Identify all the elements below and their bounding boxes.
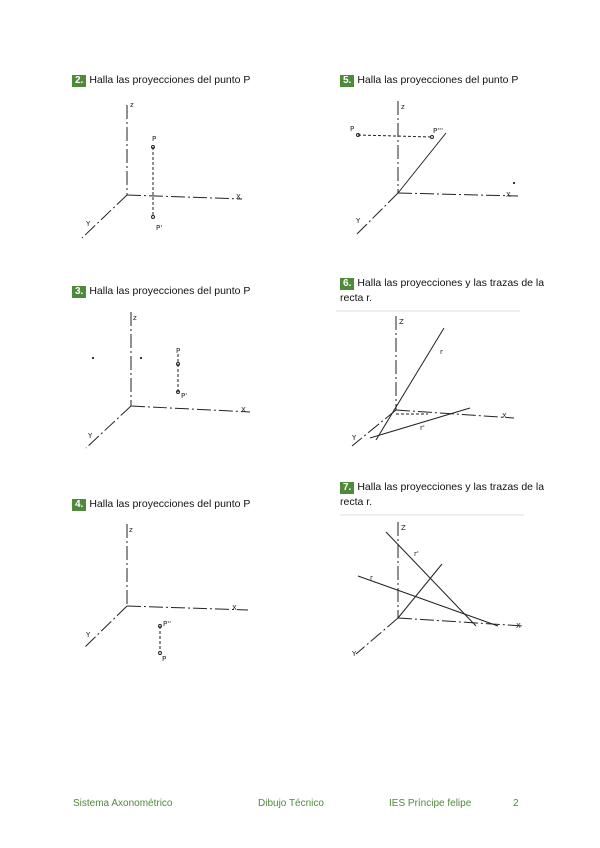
x-axis-label: X [502, 412, 507, 420]
point-p-projection [152, 216, 155, 219]
stray-dot [92, 357, 93, 358]
y-axis-label: Y [86, 631, 91, 639]
x-axis-label: X [232, 604, 237, 612]
exercise-2-heading [72, 73, 302, 88]
page-footer [0, 798, 600, 812]
y-axis-label: Y [352, 650, 357, 658]
y-axis-label: Y [86, 220, 91, 228]
exercise-title: Halla las proyecciones y las trazas de la recta r. [340, 481, 545, 508]
x-axis-label: X [516, 622, 521, 630]
line-r-projection-label: r' [420, 424, 425, 432]
x-axis [127, 195, 242, 199]
figure-exercise-6 [336, 310, 526, 460]
exercise-4-heading [72, 497, 302, 512]
exercise-title: Halla las proyecciones y las trazas de la recta r. [340, 277, 545, 304]
line-r-projection [370, 408, 470, 438]
y-axis [86, 406, 131, 448]
z-axis-label: z [130, 101, 134, 109]
point-p-projection-label: P' [181, 392, 188, 400]
figure-exercise-7 [340, 514, 530, 664]
point-p-projection [431, 136, 434, 139]
exercise-number-badge: 7. [340, 482, 354, 494]
y-axis [82, 195, 127, 238]
y-axis [356, 193, 398, 235]
x-axis-label: X [241, 406, 246, 414]
exercise-6-heading [340, 276, 552, 306]
exercise-title: Halla las proyecciones del punto P [89, 498, 251, 510]
exercise-number-badge: 4. [72, 499, 86, 511]
y-axis [352, 410, 396, 446]
z-axis-label: z [133, 314, 137, 322]
footer-course: Dibujo Técnico [258, 798, 324, 809]
point-p-projection-label: P' [156, 224, 163, 232]
y-axis-label: Y [356, 217, 361, 225]
exercise-number-badge: 3. [72, 286, 86, 298]
line-r [376, 328, 444, 440]
y-axis-label: Y [88, 432, 93, 440]
x-axis [398, 618, 524, 626]
y-axis-label: Y [352, 434, 357, 442]
line-r-projection-label: r' [414, 550, 419, 558]
exercise-3 [72, 284, 302, 299]
exercise-number-badge: 6. [340, 278, 354, 290]
exercise-4 [72, 497, 302, 512]
x-axis [127, 606, 248, 610]
x-axis [398, 193, 518, 196]
stray-dot [513, 182, 514, 183]
oblique-line [398, 133, 446, 193]
exercise-title: Halla las proyecciones del punto P [89, 74, 251, 86]
line-r [386, 532, 476, 626]
line-r-label: r [370, 574, 373, 582]
oblique-line [398, 564, 442, 618]
point-p-label: P [152, 135, 157, 143]
exercise-3-heading [72, 284, 302, 299]
line-r-projection [358, 576, 498, 626]
exercise-6 [340, 276, 552, 306]
x-axis-label: X [236, 193, 241, 201]
exercise-5-heading [340, 73, 570, 88]
z-axis-label: Z [401, 524, 406, 532]
point-p-label: P [350, 125, 355, 133]
exercise-7-heading [340, 480, 552, 510]
point-p-label: P [162, 655, 167, 663]
z-axis-label: z [129, 526, 133, 534]
y-axis [356, 618, 398, 654]
point-p-projection-label: P'' [163, 620, 172, 628]
exercise-title: Halla las proyecciones del punto P [89, 285, 251, 297]
exercise-title: Halla las proyecciones del punto P [357, 74, 519, 86]
projection-line [358, 135, 432, 137]
z-axis-label: z [401, 103, 405, 111]
x-axis-label: X [506, 191, 511, 199]
y-axis [84, 606, 127, 648]
stray-dot [140, 357, 141, 358]
footer-page-number: 2 [513, 798, 519, 809]
exercise-7 [340, 480, 552, 510]
z-axis-label: Z [399, 318, 404, 326]
figure-exercise-4 [76, 520, 266, 670]
point-p-label: P [176, 347, 181, 355]
figure-exercise-5 [342, 95, 532, 245]
figure-exercise-3 [78, 308, 268, 458]
x-axis [131, 406, 250, 412]
point-p-projection-label: P''' [433, 127, 443, 135]
exercise-number-badge: 2. [72, 75, 86, 87]
exercise-5 [340, 73, 570, 88]
figure-exercise-2 [72, 95, 262, 245]
footer-topic: Sistema Axonométrico [73, 798, 173, 809]
exercise-2 [72, 73, 302, 88]
line-r-label: r [440, 348, 443, 356]
exercise-number-badge: 5. [340, 75, 354, 87]
footer-school: IES Príncipe felipe [389, 798, 472, 809]
